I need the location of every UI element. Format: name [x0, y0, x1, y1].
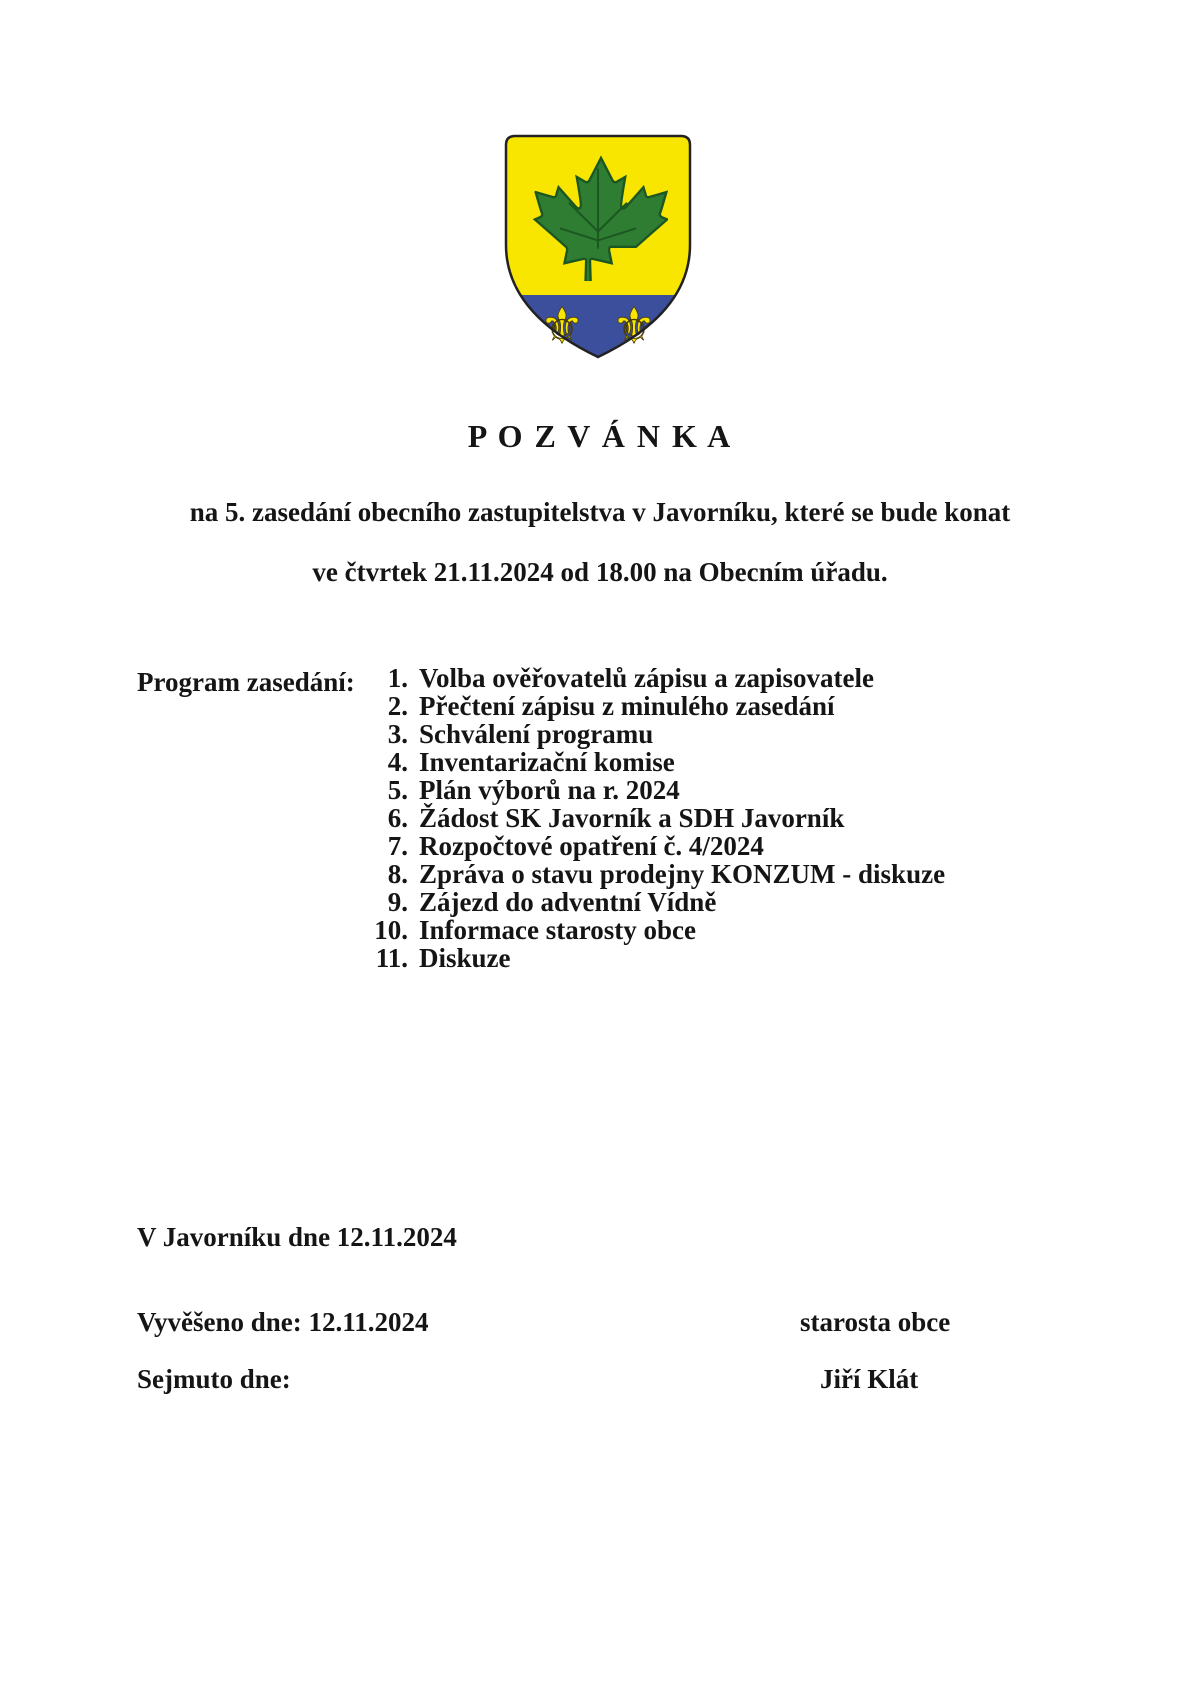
program-item-2 [330, 692, 945, 720]
intro-line-1: na 5. zasedání obecního zastupitelstva v Javorníku, které se bude konat [189, 497, 1011, 527]
program-item-number: 3. [387, 719, 408, 749]
program-item-text: Rozpočtové opatření č. 4/2024 [419, 831, 764, 861]
program-item-number: 10. [374, 915, 408, 945]
program-item-8 [330, 860, 945, 888]
program-list [330, 664, 945, 972]
program-item-number: 5. [387, 775, 408, 805]
program-item-number: 2. [387, 691, 408, 721]
program-item-1 [330, 664, 945, 692]
program-item-text: Plán výborů na r. 2024 [419, 775, 680, 805]
program-label: Program zasedání: [137, 667, 355, 697]
program-item-number: 4. [387, 747, 408, 777]
program-item-4 [330, 748, 945, 776]
signature-name: Jiří Klát [820, 1364, 919, 1394]
program-item-text: Přečtení zápisu z minulého zasedání [419, 691, 835, 721]
program-item-text: Schválení programu [419, 719, 654, 749]
program-item-10 [330, 916, 945, 944]
program-item-number: 7. [387, 831, 408, 861]
posted-date-line: Vyvěšeno dne: 12.11.2024 [137, 1307, 429, 1337]
program-item-text: Zájezd do adventní Vídně [419, 887, 717, 917]
program-item-9 [330, 888, 945, 916]
removed-date-line: Sejmuto dne: [137, 1364, 291, 1394]
signature-role: starosta obce [800, 1307, 951, 1337]
program-item-text: Informace starosty obce [419, 915, 696, 945]
coat-of-arms [498, 133, 698, 361]
fleur-de-lis-left-icon: ⚜ [539, 297, 585, 355]
program-item-text: Inventarizační komise [419, 747, 675, 777]
coat-of-arms-shield-icon [498, 133, 698, 361]
program-item-7 [330, 832, 945, 860]
fleur-de-lis-right-icon: ⚜ [611, 297, 657, 355]
program-item-number: 6. [387, 803, 408, 833]
intro-line-2: ve čtvrtek 21.11.2024 od 18.00 na Obecním úřadu. [312, 557, 888, 587]
program-item-text: Žádost SK Javorník a SDH Javorník [419, 803, 845, 833]
program-item-text: Volba ověřovatelů zápisu a zapisovatele [419, 663, 874, 693]
place-date-line: V Javorníku dne 12.11.2024 [137, 1222, 457, 1252]
program-item-number: 8. [387, 859, 408, 889]
program-item-3 [330, 720, 945, 748]
program-item-number: 11. [375, 943, 408, 973]
program-item-number: 1. [387, 663, 408, 693]
program-item-text: Zpráva o stavu prodejny KONZUM - diskuze [419, 859, 946, 889]
program-item-5 [330, 776, 945, 804]
page-title: P O Z V Á N K A [467, 418, 733, 454]
program-item-6 [330, 804, 945, 832]
program-item-number: 9. [387, 887, 408, 917]
program-item-text: Diskuze [419, 943, 511, 973]
program-item-11 [330, 944, 945, 972]
